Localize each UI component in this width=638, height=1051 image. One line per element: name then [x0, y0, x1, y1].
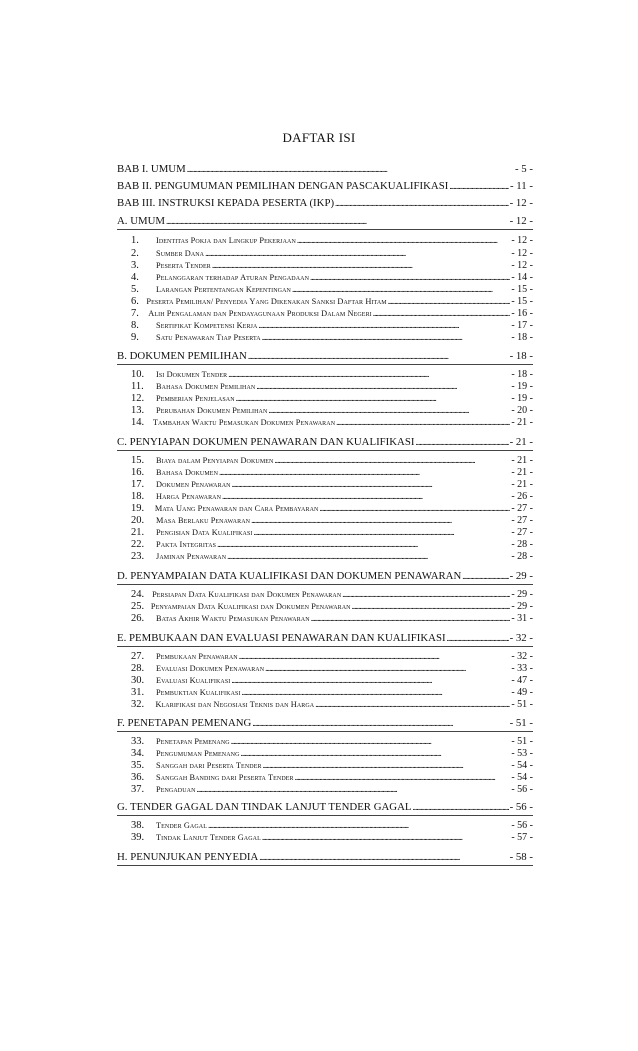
toc-entry-label: Evaluasi Dokumen Penawaran	[156, 664, 265, 673]
toc-subentry[interactable]	[131, 503, 533, 514]
section-divider	[117, 815, 533, 816]
toc-entry-number: 28.	[131, 663, 145, 674]
toc-entry-number: 34.	[131, 748, 145, 759]
toc-entry-number: 4.	[131, 272, 139, 283]
toc-entry-number: 21.	[131, 527, 145, 538]
toc-entry-page: - 21 -	[511, 467, 533, 478]
toc-entry-page: - 12 -	[511, 260, 533, 271]
dot-leader	[236, 393, 511, 403]
toc-entry-number: 27.	[131, 651, 145, 662]
dot-leader	[212, 260, 510, 270]
dot-leader	[275, 455, 511, 465]
dot-leader	[241, 748, 511, 758]
toc-entry-number: 24.	[131, 589, 145, 600]
toc-entry-page: - 51 -	[509, 717, 533, 729]
toc-entry-page: - 47 -	[511, 675, 533, 686]
dot-leader	[259, 851, 508, 863]
dot-leader	[205, 248, 510, 258]
toc-entry-label: Penetapan Pemenang	[156, 737, 230, 746]
toc-entry-label: Tambahan Waktu Pemasukan Dokumen Penawaran	[152, 418, 336, 427]
dot-leader	[262, 332, 511, 342]
toc-entry-page: - 27 -	[511, 503, 533, 514]
toc-subentry[interactable]	[131, 784, 533, 795]
dot-leader	[310, 272, 510, 282]
dot-leader	[222, 491, 510, 501]
toc-entry-label: BAB I. UMUM	[117, 163, 186, 175]
toc-entry-number: 36.	[131, 772, 145, 783]
toc-subentry[interactable]	[131, 663, 533, 674]
toc-entry-number: 15.	[131, 455, 145, 466]
toc-entry-number: 18.	[131, 491, 145, 502]
toc-subentry[interactable]	[131, 284, 533, 295]
toc-entry-label: F. PENETAPAN PEMENANG	[117, 717, 252, 729]
toc-entry-number: 23.	[131, 551, 145, 562]
toc-entry-label: Evaluasi Kualifikasi	[156, 676, 231, 685]
toc-entry-page: - 28 -	[511, 551, 533, 562]
toc-entry-label: Larangan Pertentangan Kepentingan	[156, 285, 291, 294]
toc-entry-number: 9.	[131, 332, 139, 343]
dot-leader	[268, 405, 510, 415]
toc-section-entry[interactable]	[117, 197, 533, 209]
toc-section-entry[interactable]	[117, 851, 533, 863]
dot-leader	[252, 717, 508, 729]
toc-entry-label: BAB III. INSTRUKSI KEPADA PESERTA (IKP)	[117, 197, 335, 209]
toc-entry-label: Alih Pengalaman dan Pendayagunaan Produksi Dalam Negeri	[148, 309, 372, 318]
toc-entry-page: - 21 -	[511, 417, 533, 428]
toc-entry-number: 2.	[131, 248, 139, 259]
toc-entry-page: - 29 -	[511, 589, 533, 600]
toc-entry-label: C. PENYIAPAN DOKUMEN PENAWARAN DAN KUALIFIKASI	[117, 436, 415, 448]
dot-leader	[373, 308, 511, 318]
toc-entry-number: 13.	[131, 405, 145, 416]
dot-leader	[239, 651, 511, 661]
toc-entry-label: G. TENDER GAGAL DAN TINDAK LANJUT TENDER GAGAL	[117, 801, 412, 813]
toc-entry-page: - 58 -	[509, 851, 533, 863]
section-divider	[117, 865, 533, 866]
toc-subentry[interactable]	[131, 748, 533, 759]
toc-entry-label: Pengumuman Pemenang	[156, 749, 240, 758]
toc-section-entry[interactable]	[117, 801, 533, 813]
dot-leader	[208, 820, 510, 830]
dot-leader	[166, 215, 509, 227]
toc-entry-page: - 49 -	[511, 687, 533, 698]
section-divider	[117, 731, 533, 732]
dot-leader	[242, 687, 511, 697]
toc-subentry[interactable]	[131, 675, 533, 686]
dot-leader	[258, 320, 510, 330]
toc-section-entry[interactable]	[117, 180, 533, 192]
toc-subentry[interactable]	[131, 760, 533, 771]
toc-entry-page: - 56 -	[511, 820, 533, 831]
toc-subentry[interactable]	[131, 687, 533, 698]
toc-entry-label: Tender Gagal	[156, 821, 207, 830]
toc-subentry[interactable]	[131, 417, 533, 428]
toc-section-entry[interactable]	[117, 717, 533, 729]
section-divider	[117, 646, 533, 647]
toc-entry-page: - 54 -	[511, 760, 533, 771]
toc-section-entry[interactable]	[117, 632, 533, 644]
toc-entry-number: 25.	[131, 601, 145, 612]
toc-entry-page: - 32 -	[509, 632, 533, 644]
toc-entry-page: - 29 -	[509, 570, 533, 582]
toc-entry-page: - 21 -	[511, 479, 533, 490]
toc-entry-number: 17.	[131, 479, 145, 490]
toc-subentry[interactable]	[131, 736, 533, 747]
toc-entry-label: Batas Akhir Waktu Pemasukan Penawaran	[156, 614, 310, 623]
toc-entry-page: - 26 -	[511, 491, 533, 502]
toc-subentry[interactable]	[131, 272, 533, 283]
dot-leader	[319, 503, 510, 513]
toc-entry-label: Harga Penawaran	[156, 492, 222, 501]
toc-entry-label: Pengaduan	[156, 785, 196, 794]
section-divider	[117, 364, 533, 365]
toc-entry-page: - 56 -	[511, 784, 533, 795]
toc-entry-label: Pemberian Penjelasan	[156, 394, 235, 403]
toc-entry-label: Penyampaian Data Kualifikasi dan Dokumen Penawaran	[150, 602, 351, 611]
toc-entry-number: 14.	[131, 417, 145, 428]
toc-entry-number: 31.	[131, 687, 145, 698]
toc-section-entry[interactable]	[117, 436, 533, 448]
dot-leader	[413, 801, 509, 813]
toc-subentry[interactable]	[131, 772, 533, 783]
toc-entry-page: - 27 -	[511, 527, 533, 538]
toc-subentry[interactable]	[131, 651, 533, 662]
toc-entry-page: - 57 -	[511, 832, 533, 843]
toc-entry-page: - 21 -	[511, 455, 533, 466]
dot-leader	[462, 570, 508, 582]
toc-entry-page: - 33 -	[511, 663, 533, 674]
toc-entry-label: Masa Berlaku Penawaran	[156, 516, 251, 525]
dot-leader	[449, 180, 509, 192]
dot-leader	[187, 163, 514, 175]
toc-entry-page: - 12 -	[509, 197, 533, 209]
toc-entry-label: Satu Penawaran Tiap Peserta	[156, 333, 261, 342]
toc-entry-page: - 19 -	[511, 381, 533, 392]
toc-entry-page: - 53 -	[511, 748, 533, 759]
toc-entry-label: D. PENYAMPAIAN DATA KUALIFIKASI DAN DOKUMEN PENAWARAN	[117, 570, 462, 582]
toc-subentry[interactable]	[131, 308, 533, 319]
toc-entry-label: Perubahan Dokumen Pemilihan	[156, 406, 268, 415]
toc-entry-label: Identitas Pokja dan Lingkup Pekerjaan	[156, 236, 296, 245]
dot-leader	[388, 296, 511, 306]
toc-section-entry[interactable]	[117, 350, 533, 362]
dot-leader	[295, 772, 511, 782]
toc-entry-label: Peserta Tender	[156, 261, 211, 270]
toc-subentry[interactable]	[131, 248, 533, 259]
toc-entry-number: 32.	[131, 699, 145, 710]
dot-leader	[219, 467, 510, 477]
toc-entry-page: - 32 -	[511, 651, 533, 662]
toc-subentry[interactable]	[131, 320, 533, 331]
toc-entry-page: - 16 -	[511, 308, 533, 319]
toc-subentry[interactable]	[131, 479, 533, 490]
toc-entry-page: - 12 -	[511, 235, 533, 246]
toc-subentry[interactable]	[131, 820, 533, 831]
toc-entry-label: Bahasa Dokumen Pemilihan	[156, 382, 256, 391]
section-divider	[117, 450, 533, 451]
toc-entry-label: Pakta Integritas	[156, 540, 217, 549]
dot-leader	[292, 284, 510, 294]
dot-leader	[352, 601, 511, 611]
toc-entry-label: Peserta Pemilihan/ Penyedia Yang Dikenakan Sanksi Daftar Hitam	[146, 297, 387, 306]
toc-subentry[interactable]	[131, 527, 533, 538]
dot-leader	[447, 632, 509, 644]
toc-subentry[interactable]	[131, 405, 533, 416]
toc-entry-number: 37.	[131, 784, 145, 795]
toc-entry-page: - 56 -	[509, 801, 533, 813]
toc-entry-page: - 18 -	[511, 332, 533, 343]
toc-entry-page: - 11 -	[510, 180, 533, 192]
dot-leader	[232, 479, 511, 489]
dot-leader	[262, 832, 510, 842]
toc-subentry[interactable]	[131, 381, 533, 392]
toc-entry-label: Pembuktian Kualifikasi	[156, 688, 241, 697]
toc-entry-page: - 27 -	[511, 515, 533, 526]
dot-leader	[265, 663, 510, 673]
section-divider	[117, 229, 533, 230]
dot-leader	[263, 760, 511, 770]
toc-entry-number: 12.	[131, 393, 145, 404]
toc-entry-number: 6.	[131, 296, 139, 307]
dot-leader	[335, 197, 509, 209]
toc-entry-page: - 14 -	[511, 272, 533, 283]
dot-leader	[231, 675, 510, 685]
toc-entry-label: Biaya dalam Penyiapan Dokumen	[156, 456, 274, 465]
dot-leader	[415, 436, 508, 448]
toc-entry-label: Pembukaan Penawaran	[156, 652, 238, 661]
toc-entry-label: A. UMUM	[117, 215, 165, 227]
toc-entry-number: 38.	[131, 820, 145, 831]
dot-leader	[251, 515, 510, 525]
toc-entry-page: - 29 -	[511, 601, 533, 612]
toc-entry-label: Pelanggaran terhadap Aturan Pengadaan	[156, 273, 310, 282]
toc-entry-page: - 20 -	[511, 405, 533, 416]
toc-entry-label: Mata Uang Penawaran dan Cara Pembayaran	[154, 504, 319, 513]
toc-entry-number: 19.	[131, 503, 145, 514]
toc-entry-number: 5.	[131, 284, 139, 295]
toc-entry-number: 33.	[131, 736, 145, 747]
dot-leader	[315, 699, 510, 709]
toc-entry-page: - 28 -	[511, 539, 533, 550]
toc-entry-page: - 15 -	[511, 284, 533, 295]
toc-entry-label: Sanggah Banding dari Peserta Tender	[156, 773, 294, 782]
toc-entry-page: - 12 -	[511, 248, 533, 259]
toc-entry-page: - 17 -	[511, 320, 533, 331]
toc-entry-label: Sanggah dari Peserta Tender	[156, 761, 262, 770]
toc-entry-number: 39.	[131, 832, 145, 843]
toc-entry-page: - 31 -	[511, 613, 533, 624]
toc-entry-label: Persiapan Data Kualifikasi dan Dokumen Penawaran	[152, 590, 342, 599]
dot-leader	[311, 613, 511, 623]
toc-subentry[interactable]	[131, 515, 533, 526]
toc-subentry[interactable]	[131, 551, 533, 562]
toc-entry-page: - 15 -	[511, 296, 533, 307]
toc-subentry[interactable]	[131, 369, 533, 380]
toc-subentry[interactable]	[131, 235, 533, 246]
toc-entry-number: 1.	[131, 235, 139, 246]
toc-subentry[interactable]	[131, 467, 533, 478]
dot-leader	[228, 369, 510, 379]
dot-leader	[227, 551, 510, 561]
toc-entry-page: - 5 -	[515, 163, 533, 175]
toc-subentry[interactable]	[131, 260, 533, 271]
toc-section-entry[interactable]	[117, 215, 533, 227]
toc-entry-label: BAB II. PENGUMUMAN PEMILIHAN DENGAN PASCAKUALIFIKASI	[117, 180, 449, 192]
toc-subentry[interactable]	[131, 393, 533, 404]
toc-entry-label: Isi Dokumen Tender	[156, 370, 228, 379]
dot-leader	[217, 539, 510, 549]
toc-entry-label: Pengisian Data Kualifikasi	[156, 528, 253, 537]
toc-subentry[interactable]	[131, 296, 533, 307]
toc-entry-label: Bahasa Dokumen	[156, 468, 219, 477]
toc-section-entry[interactable]	[117, 163, 533, 175]
toc-entry-page: - 18 -	[509, 350, 533, 362]
toc-subentry[interactable]	[131, 832, 533, 843]
toc-entry-page: - 51 -	[511, 736, 533, 747]
toc-entry-page: - 12 -	[509, 215, 533, 227]
toc-entry-label: Sumber Dana	[156, 249, 205, 258]
toc-subentry[interactable]	[131, 699, 533, 710]
toc-entry-page: - 54 -	[511, 772, 533, 783]
toc-subentry[interactable]	[131, 613, 533, 624]
dot-leader	[197, 784, 511, 794]
toc-subentry[interactable]	[131, 455, 533, 466]
dot-leader	[342, 589, 510, 599]
toc-subentry[interactable]	[131, 601, 533, 612]
toc-entry-number: 20.	[131, 515, 145, 526]
toc-entry-number: 26.	[131, 613, 145, 624]
toc-entry-number: 10.	[131, 369, 145, 380]
toc-subentry[interactable]	[131, 589, 533, 600]
toc-entry-label: Dokumen Penawaran	[156, 480, 231, 489]
toc-entry-label: Klarifikasi dan Negosiasi Teknis dan Harga	[155, 700, 315, 709]
page-title: DAFTAR ISI	[282, 130, 356, 145]
toc-entry-number: 30.	[131, 675, 145, 686]
toc-entry-label: E. PEMBUKAAN DAN EVALUASI PENAWARAN DAN KUALIFIKASI	[117, 632, 446, 644]
toc-entry-label: Sertifikat Kompetensi Kerja	[156, 321, 258, 330]
toc-entry-number: 8.	[131, 320, 139, 331]
dot-leader	[254, 527, 511, 537]
toc-entry-label: H. PENUNJUKAN PENYEDIA	[117, 851, 259, 863]
toc-subentry[interactable]	[131, 491, 533, 502]
toc-section-entry[interactable]	[117, 570, 533, 582]
dot-leader	[256, 381, 510, 391]
toc-entry-number: 3.	[131, 260, 139, 271]
toc-entry-page: - 18 -	[511, 369, 533, 380]
toc-entry-label: B. DOKUMEN PEMILIHAN	[117, 350, 247, 362]
toc-entry-page: - 21 -	[509, 436, 533, 448]
dot-leader	[297, 235, 510, 245]
toc-entry-label: Jaminan Penawaran	[156, 552, 227, 561]
toc-entry-number: 16.	[131, 467, 145, 478]
dot-leader	[336, 417, 510, 427]
section-divider	[117, 584, 533, 585]
toc-entry-number: 7.	[131, 308, 139, 319]
toc-subentry[interactable]	[131, 539, 533, 550]
toc-subentry[interactable]	[131, 332, 533, 343]
toc-entry-number: 11.	[131, 381, 144, 392]
toc-entry-page: - 19 -	[511, 393, 533, 404]
toc-entry-number: 35.	[131, 760, 145, 771]
dot-leader	[248, 350, 509, 362]
toc-entry-page: - 51 -	[511, 699, 533, 710]
toc-entry-label: Tindak Lanjut Tender Gagal	[156, 833, 261, 842]
dot-leader	[231, 736, 511, 746]
toc-entry-number: 22.	[131, 539, 145, 550]
